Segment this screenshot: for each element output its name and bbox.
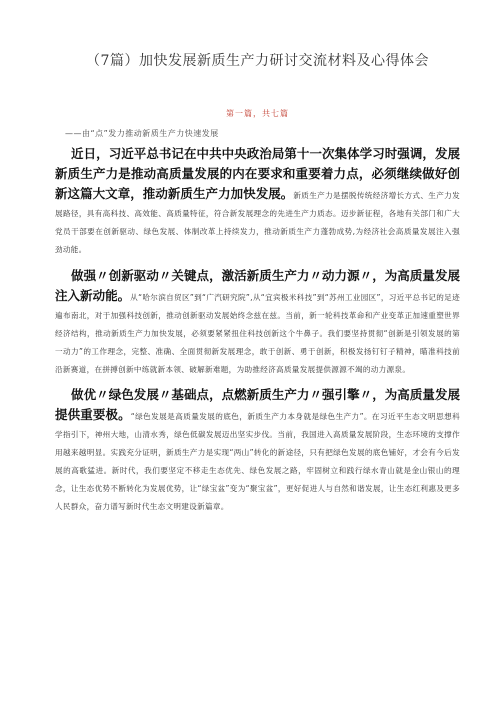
paragraph-2-lead: 做强〃创新驱动〃关键点，激活新质生产力〃动力源〃，为高质量发展注入新动能。: [55, 267, 460, 303]
paragraph-3-lead: 做优〃绿色发展〃基础点，点燃新质生产力〃强引擎〃，为高质量发展提供重要极。: [55, 387, 460, 423]
paragraph-3-body: “绿色发展是高质量发展的底色，新质生产力本身就是绿色生产力”。在习近平生态文明思想科学指引下，神州大地，山清水秀，绿色低碳发展迈出坚实步伐。当前，我国进入高质量发展阶段，生态环境的支撑作用越来越明显。实践充分证明，新质生产力是实现“两山”转化的新途径，只有把绿色发展的底色铺好，才会有今后发展的高歌猛进。新时代，我们要坚定不移走生态优先、绿色发展之路，牢固树立和践行绿水青山就是金山银山的理念，让生态优势不断转化为发展优势，让“绿宝盆”变为“聚宝盆”，更好促进人与自然和谐发展，让生态红利惠及更多人民群众，奋力谱写新时代生态文明建设新篇章。: [55, 412, 460, 512]
paragraph-2: [55, 267, 460, 379]
paragraph-1-body: 新质生产力是摆脱传统经济增长方式、生产力发展路径，具有高科技、高效能、高质量特征，符合新发展理念的先进生产力质态。迈步新征程，各地有关部门和广大党员干部要在创新驱动、绿色发展、体制改革上持续发力，推动新质生产力蓬勃成势,为经济社会高质量发展注入强劲动能。: [55, 191, 460, 254]
paragraph-2-body: 从“哈尔滨自贸区”到“广汽研究院”,从“宜宾极米科技”到“苏州工业园区”，习近平总书记的足迹遍布南北，对于加强科技创新，推动创新驱动发展始终念兹在兹。当前，新一轮科技革命和产业变革正加速重塑世界经济结构，推动新质生产力加快发展，必须要紧紧扭住科技创新这个牛鼻子。我们要坚持贯彻“创新是引领发展的第一动力”的工作理念，完整、准确、全面贯彻新发展理念，敢于创新、勇于创新，积极发扬钉钉子精神，瞄准科技前沿新赛道，在拼搏创新中练就新本领、破解新难题，为助推经济高质量发展提供源源不竭的动力源泉。: [55, 292, 460, 374]
paragraph-1: [55, 145, 460, 259]
document-title: （7篇）加快发展新质生产力研讨交流材料及心得体会: [86, 53, 429, 69]
paragraph-1-lead: 近日，习近平总书记在中共中央政治局第十一次集体学习时强调，发展新质生产力是推动高质量发展的内在要求和重要着力点，必须继续做好创新这篇大文章，推动新质生产力加快发展。: [55, 146, 460, 201]
chapter-heading: 第一篇，共七篇: [226, 109, 289, 118]
paragraph-3: [55, 386, 460, 516]
article-subtitle: ——由“点”发力推动新质生产力快速发展: [65, 129, 219, 138]
